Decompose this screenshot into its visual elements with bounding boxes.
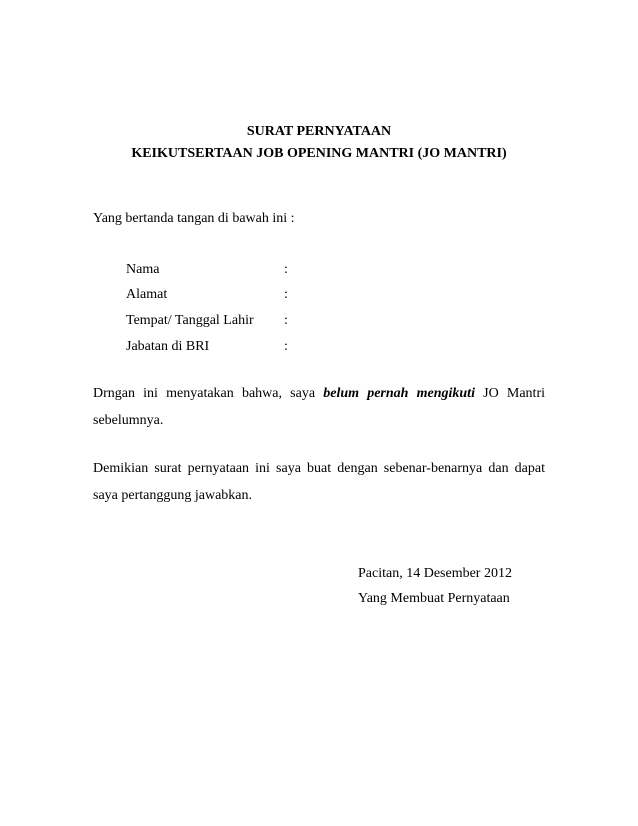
- closing-line-2: saya pertanggung jawabkan.: [93, 488, 252, 503]
- statement-part-1: Drngan ini menyatakan bahwa, saya: [93, 386, 324, 401]
- field-label-jabatan: Jabatan di BRI: [126, 339, 210, 354]
- statement-paragraph: [93, 380, 545, 434]
- field-colon-jabatan: :: [284, 339, 288, 354]
- document-subtitle: KEIKUTSERTAAN JOB OPENING MANTRI (JO MANTRI): [131, 146, 507, 161]
- signature-maker: Yang Membuat Pernyataan: [358, 591, 510, 606]
- field-colon-alamat: :: [284, 287, 288, 302]
- statement-part-2: JO Mantri: [474, 386, 545, 401]
- field-colon-tempat-tanggal-lahir: :: [284, 313, 288, 328]
- document-title: SURAT PERNYATAAN: [246, 124, 392, 139]
- field-label-nama: Nama: [126, 262, 160, 277]
- field-label-alamat: Alamat: [126, 287, 168, 302]
- statement-line-2: sebelumnya.: [93, 413, 164, 428]
- field-label-tempat-tanggal-lahir: Tempat/ Tanggal Lahir: [126, 313, 254, 328]
- field-colon-nama: :: [284, 262, 288, 277]
- statement-line-1: [93, 380, 545, 407]
- signature-place-date: Pacitan, 14 Desember 2012: [358, 566, 512, 581]
- statement-emphasis: belum pernah mengikuti: [323, 386, 475, 401]
- closing-line-1: Demikian surat pernyataan ini saya buat dengan sebenar-benarnya dan dapat: [93, 461, 545, 476]
- closing-paragraph: [93, 455, 545, 509]
- intro-text: Yang bertanda tangan di bawah ini :: [93, 211, 295, 226]
